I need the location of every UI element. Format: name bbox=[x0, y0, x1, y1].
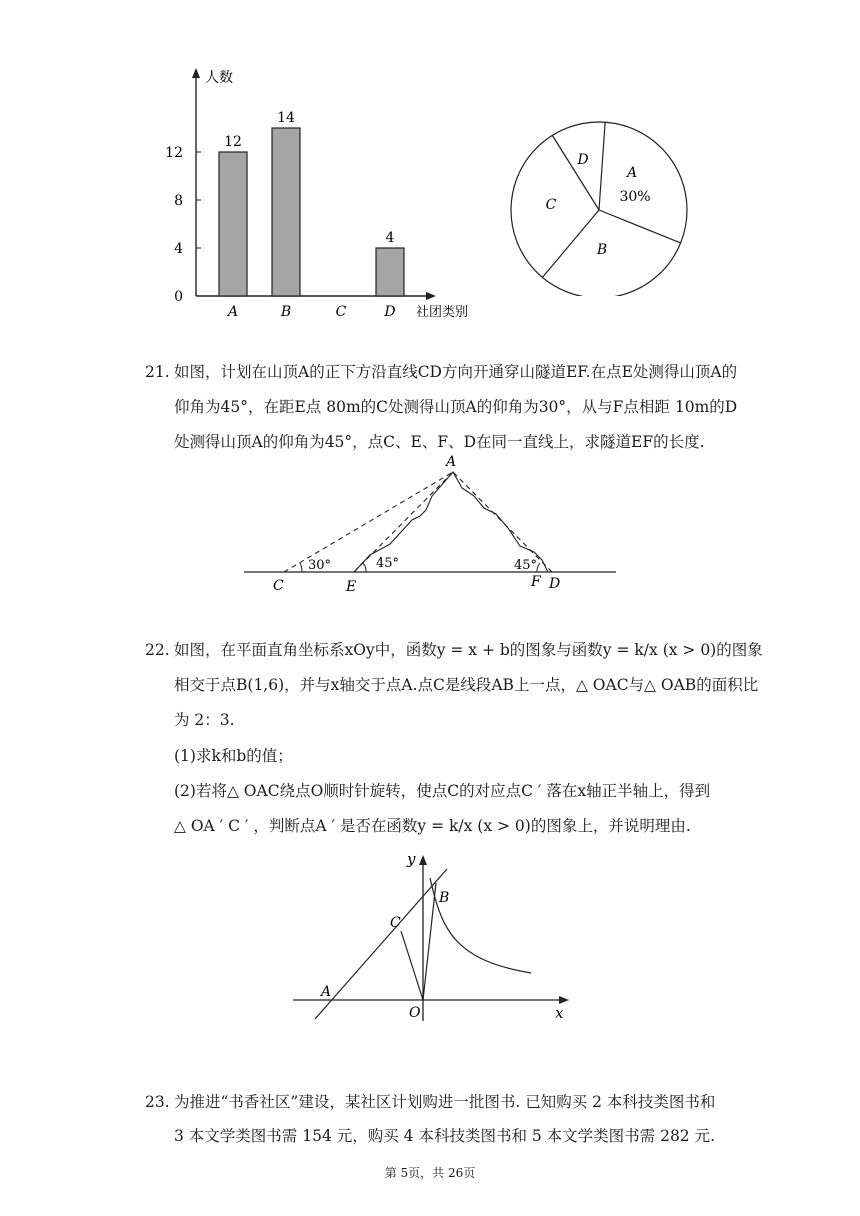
x-axis-arrow bbox=[559, 996, 569, 1004]
segment-oc bbox=[401, 931, 423, 1000]
pie-label-b: B bbox=[596, 242, 608, 258]
angle-c-label: 30° bbox=[308, 558, 332, 573]
bar-value-label-D: 4 bbox=[385, 230, 395, 246]
point-d-label: D bbox=[549, 576, 561, 592]
q21-line-1: 如图，计划在山顶A的正下方沿直线CD方向开通穿山隧道EF.在点E处测得山顶A的 bbox=[174, 363, 738, 381]
y-axis-label: 人数 bbox=[205, 70, 233, 86]
point-c-label: C bbox=[390, 915, 401, 931]
point-f-label: F bbox=[531, 574, 541, 590]
bar-D bbox=[376, 248, 404, 296]
y-axis-arrow bbox=[419, 855, 427, 865]
angle-arc-f bbox=[537, 563, 540, 572]
angle-arc-c bbox=[300, 563, 302, 572]
q21-number: 21. bbox=[145, 363, 170, 381]
point-c-label: C bbox=[273, 578, 284, 594]
q21-line-2: 仰角为45°，在距E点 80m的C处测得山顶A的仰角为30°，从与F点相距 10m的D bbox=[174, 398, 738, 416]
x-axis-arrow bbox=[426, 292, 436, 300]
point-a-label: A bbox=[446, 454, 457, 470]
y-axis-arrow bbox=[192, 68, 200, 78]
angle-arc-e bbox=[363, 563, 366, 572]
y-tick-label-2: 8 bbox=[174, 193, 183, 209]
angle-f-label: 45° bbox=[514, 558, 538, 573]
pie-percent-a: 30% bbox=[619, 189, 651, 205]
y-label: y bbox=[407, 850, 416, 868]
category-label-D: D bbox=[384, 304, 396, 320]
q22-line-6: △ OA ′ C ′ ，判断点A ′ 是否在函数y = k/x (x > 0)的图象上，并说明理由. bbox=[174, 817, 691, 835]
line-ab bbox=[315, 869, 450, 1019]
bar-chart bbox=[160, 60, 500, 330]
y-tick-label-0: 0 bbox=[174, 289, 183, 305]
pie-label-d: D bbox=[577, 152, 589, 168]
pie-label-c: C bbox=[545, 197, 557, 213]
point-e-label: E bbox=[346, 579, 357, 595]
bar-value-label-A: 12 bbox=[224, 134, 242, 150]
segment-ob bbox=[423, 883, 436, 1000]
point-b-label: B bbox=[439, 890, 450, 906]
x-label: x bbox=[555, 1004, 564, 1022]
q22-line-1: 如图，在平面直角坐标系xOy中，函数y = x + b的图象与函数y = k/x (x > 0)的图象 bbox=[174, 641, 763, 659]
category-label-C: C bbox=[335, 304, 347, 320]
q22-line-5: (2)若将△ OAC绕点O顺时针旋转，使点C的对应点C ′ 落在x轴正半轴上，得到 bbox=[174, 782, 711, 800]
q22-number: 22. bbox=[145, 641, 170, 659]
q22-line-2: 相交于点B(1,6)，并与x轴交于点A.点C是线段AB上一点，△ OAC与△ OAB的面积比 bbox=[174, 676, 759, 694]
category-label-A: A bbox=[227, 304, 239, 320]
category-label-B: B bbox=[280, 304, 292, 320]
page-footer: 第 5页，共 26页 bbox=[384, 1166, 476, 1180]
y-tick-label-1: 4 bbox=[174, 241, 183, 257]
q22-line-4: (1)求k和b的值； bbox=[174, 747, 293, 765]
bar-A bbox=[219, 152, 247, 296]
x-axis-label: 社团类别 bbox=[416, 305, 469, 320]
q23-line-1: 为推进“书香社区”建设，某社区计划购进一批图书. 已知购买 2 本科技类图书和 bbox=[174, 1093, 716, 1111]
bar-B bbox=[272, 128, 300, 296]
point-a-label: A bbox=[321, 984, 332, 1000]
q23-line-2: 3 本文学类图书需 154 元，购买 4 本科技类图书和 5 本文学类图书需 282 元. bbox=[174, 1127, 716, 1145]
pie-label-a: A bbox=[626, 165, 638, 181]
bar-value-label-B: 14 bbox=[277, 110, 295, 126]
q21-line-3: 处测得山顶A的仰角为45°，点C、E、F、D在同一直线上，求隧道EF的长度. bbox=[174, 433, 705, 451]
q21-figure bbox=[240, 452, 620, 602]
q22-line-3: 为 2：3. bbox=[174, 711, 235, 729]
q23-number: 23. bbox=[145, 1093, 170, 1111]
pie-chart bbox=[505, 118, 695, 296]
angle-e-label: 45° bbox=[376, 556, 400, 571]
origin-label: O bbox=[409, 1005, 421, 1021]
y-tick-label-3: 12 bbox=[165, 145, 183, 161]
q22-figure bbox=[285, 845, 585, 1025]
